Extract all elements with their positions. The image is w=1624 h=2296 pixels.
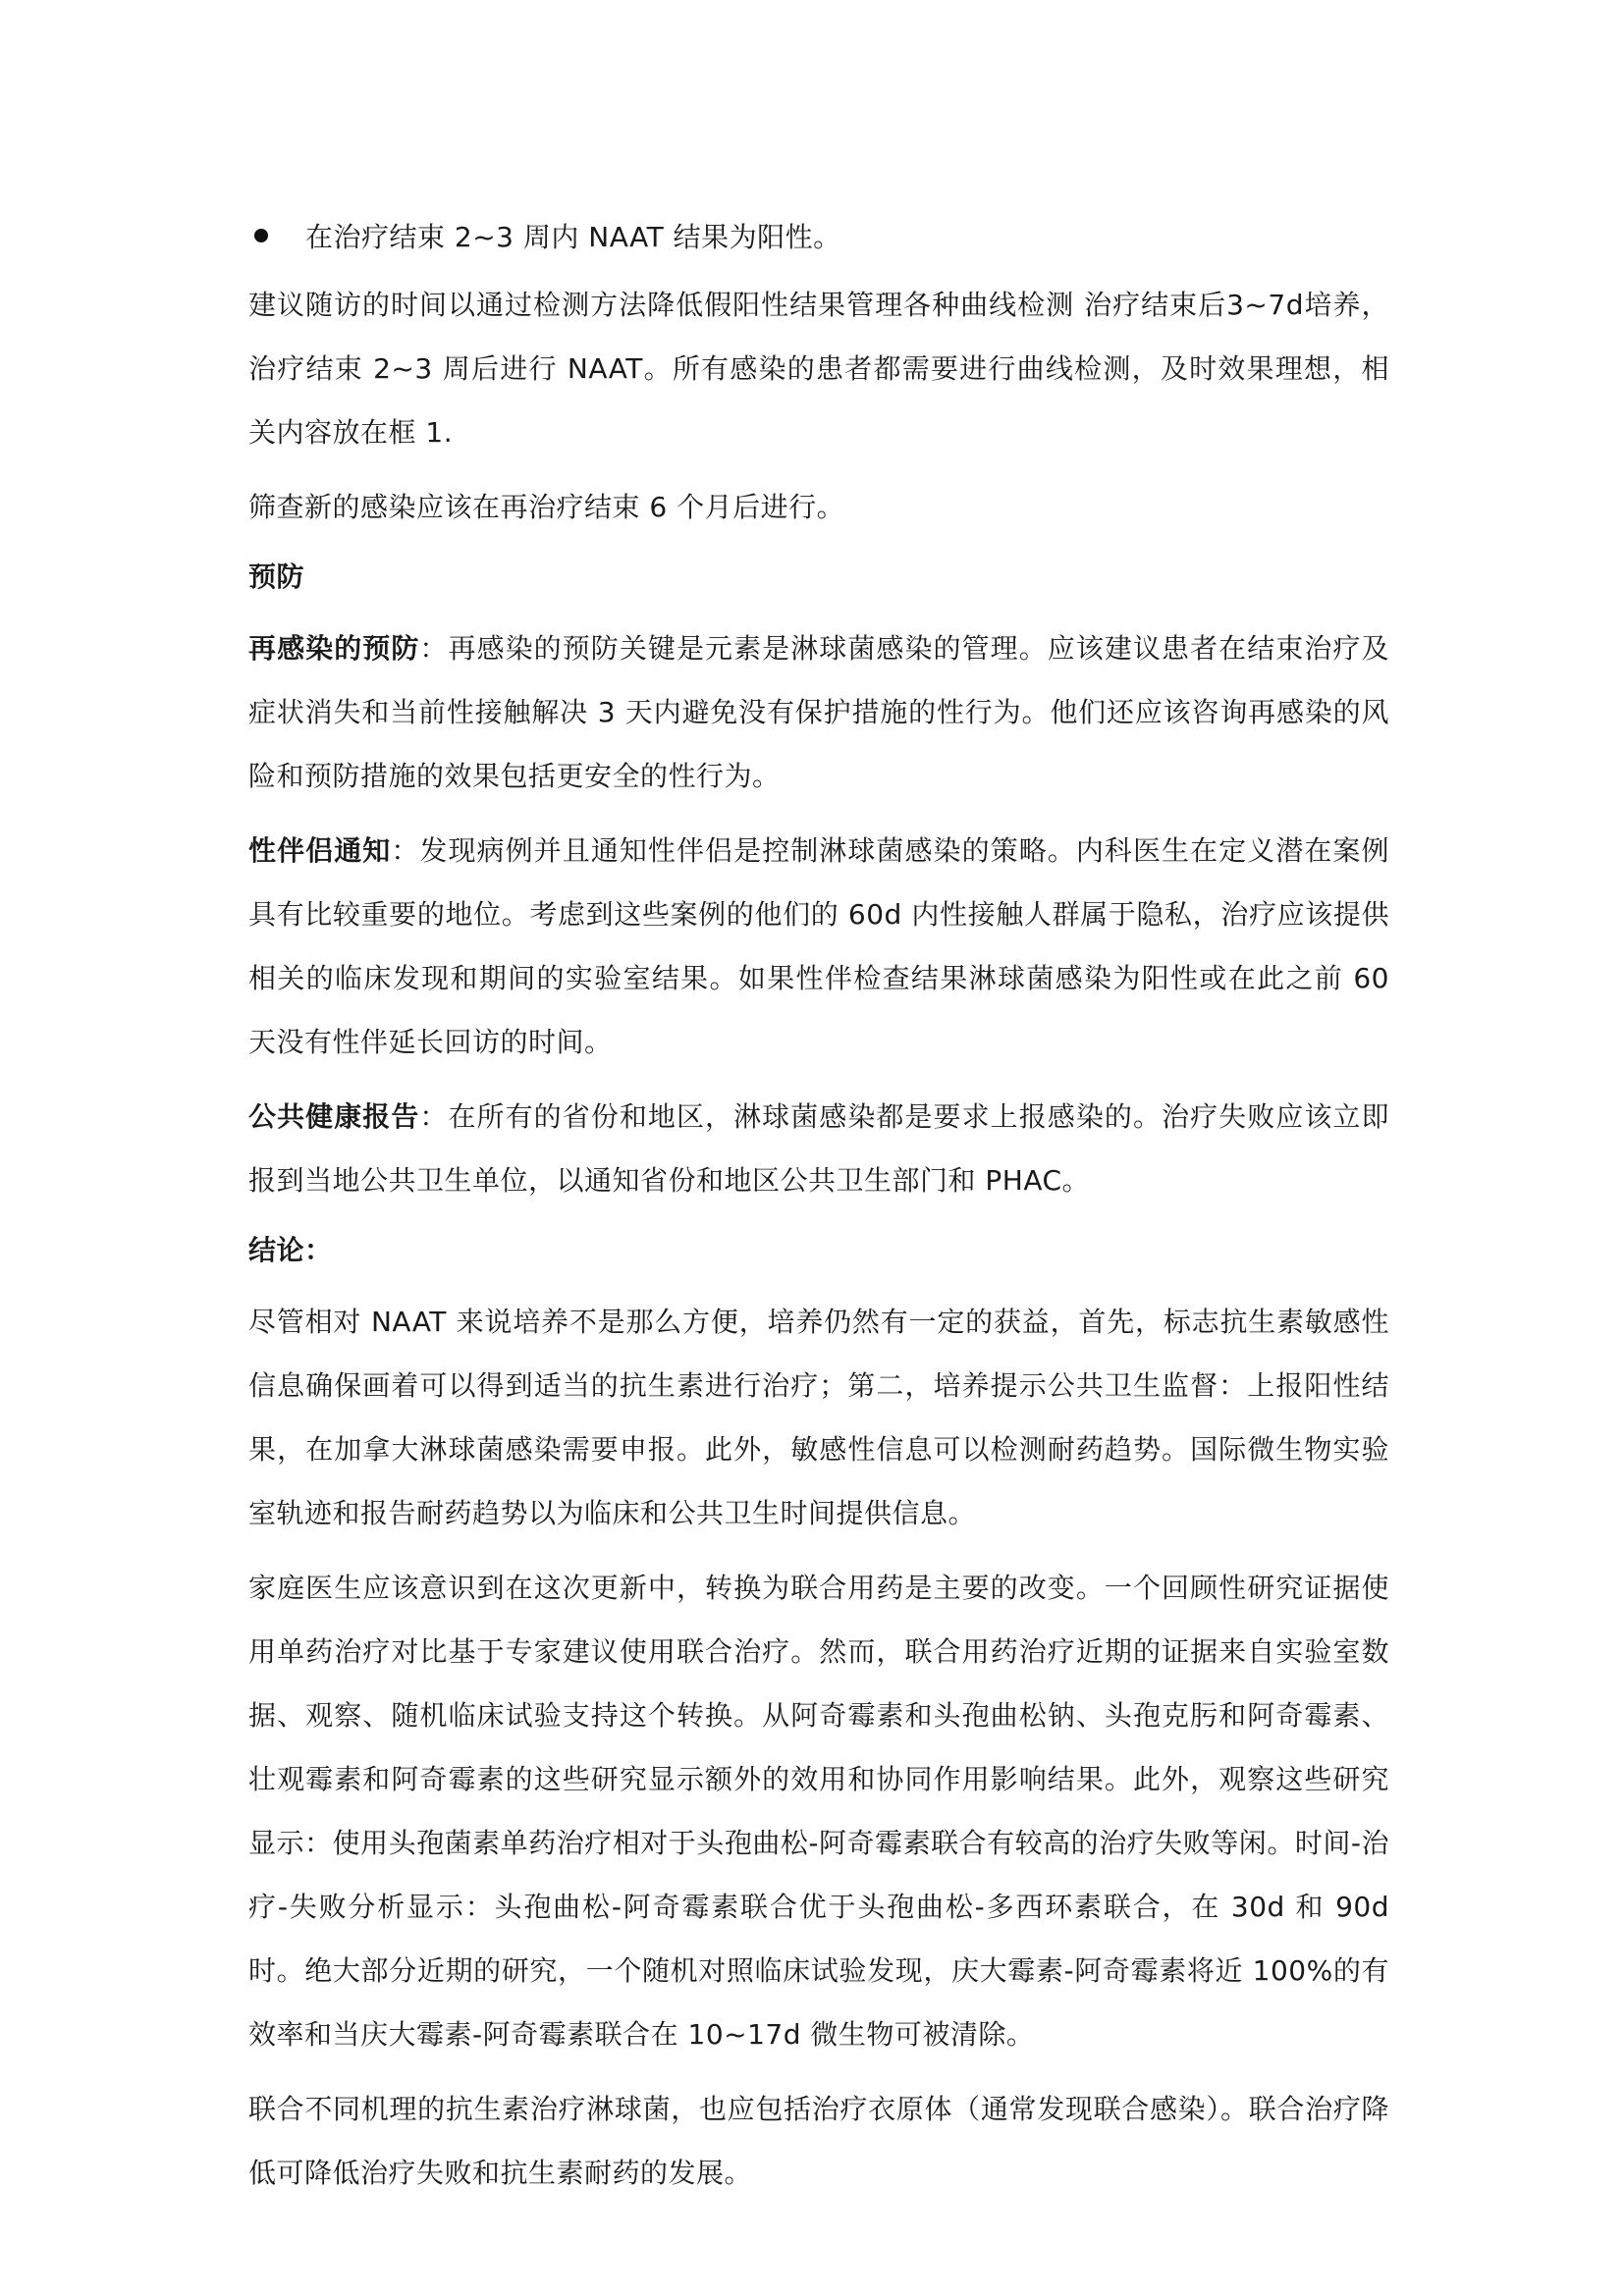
bullet-text: 在治疗结束 2~3 周内 NAAT 结果为阳性。 (305, 221, 841, 253)
reinfection-label: 再感染的预防 (248, 632, 420, 665)
screening-paragraph: 筛查新的感染应该在再治疗结束 6 个月后进行。 (248, 491, 845, 523)
report-label: 公共健康报告 (248, 1100, 420, 1133)
reinfection-text: ：再感染的预防关键是元素是淋球菌感染的管理。应该建议患者在结束治疗及症状消失和当前性接触解决 3 天内避免没有保护措施的性行为。他们还应该咨询再感染的风险和预防措施的效果包括更安全的性行为。 (248, 632, 1389, 792)
bullet-dot-icon (254, 229, 268, 242)
followup-paragraph: 建议随访的时间以通过检测方法降低假阳性结果管理各种曲线检测 治疗结束后3~7d培养，治疗结束 2~3 周后进行 NAAT。所有感染的患者都需要进行曲线检测，及时效果理想，相关内容放在框 1. (248, 289, 1389, 449)
conclusion-paragraph-2: 家庭医生应该意识到在这次更新中，转换为联合用药是主要的改变。一个回顾性研究证据使用单药治疗对比基于专家建议使用联合治疗。然而，联合用药治疗近期的证据来自实验室数据、观察、随机临床试验支持这个转换。从阿奇霉素和头孢曲松钠、头孢克肟和阿奇霉素、壮观霉素和阿奇霉素的这些研究显示额外的效用和协同作用影响结果。此外，观察这些研究显示：使用头孢菌素单药治疗相对于头孢曲松-阿奇霉素联合有较高的治疗失败等闲。时间-治疗-失败分析显示：头孢曲松-阿奇霉素联合优于头孢曲松-多西环素联合，在 30d 和 90d时。绝大部分近期的研究，一个随机对照临床试验发现，庆大霉素-阿奇霉素将近 100%的有效率和当庆大霉素-阿奇霉素联合在 10~17d 微生物可被清除。 (248, 1572, 1389, 2051)
reinfection-paragraph (248, 616, 1389, 808)
report-paragraph (248, 1085, 1389, 1212)
partner-label: 性伴侣通知 (248, 834, 392, 867)
bullet-item (248, 208, 1389, 263)
partner-paragraph (248, 819, 1389, 1074)
report-text: ：在所有的省份和地区，淋球菌感染都是要求上报感染的。治疗失败应该立即报到当地公共卫生单位，以通知省份和地区公共卫生部门和 PHAC。 (248, 1100, 1389, 1197)
conclusion-paragraph-3: 联合不同机理的抗生素治疗淋球菌，也应包括治疗衣原体（通常发现联合感染）。联合治疗降低可降低治疗失败和抗生素耐药的发展。 (248, 2093, 1389, 2189)
document-page (248, 208, 1389, 2216)
conclusion-paragraph-1: 尽管相对 NAAT 来说培养不是那么方便，培养仍然有一定的获益，首先，标志抗生素敏感性信息确保画着可以得到适当的抗生素进行治疗；第二，培养提示公共卫生监督：上报阳性结果，在加拿大淋球菌感染需要申报。此外，敏感性信息可以检测耐药趋势。国际微生物实验室轨迹和报告耐药趋势以为临床和公共卫生时间提供信息。 (248, 1306, 1389, 1529)
partner-text: ：发现病例并且通知性伴侣是控制淋球菌感染的策略。内科医生在定义潜在案例具有比较重要的地位。考虑到这些案例的他们的 60d 内性接触人群属于隐私，治疗应该提供相关的临床发现和期间的实验室结果。如果性伴检查结果淋球菌感染为阳性或在此之前 60 天没有性伴延长回访的时间。 (248, 834, 1389, 1058)
prevention-heading: 预防 (248, 561, 305, 593)
conclusion-heading: 结论： (248, 1234, 333, 1266)
